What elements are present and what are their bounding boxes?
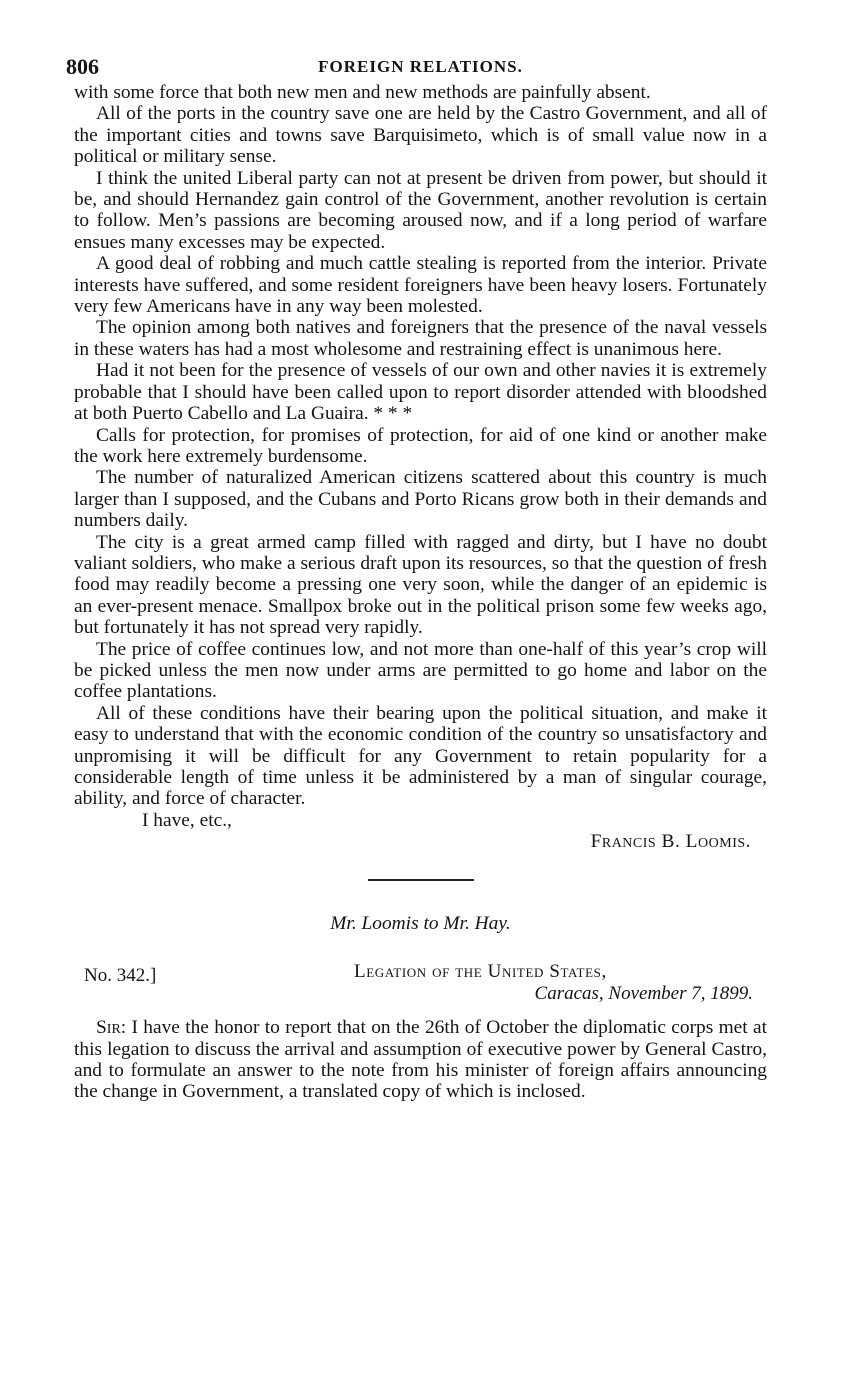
closing-line: I have, etc., bbox=[142, 809, 232, 831]
paragraph: The number of naturalized American citizens scattered about this country is much larger than I supposed, and the Cubans and Porto Ricans grow both in their demands and numbers daily. bbox=[74, 467, 767, 532]
paragraph: The opinion among both natives and foreigners that the presence of the naval vessels in these waters has had a most wholesome and restraining effect is unanimous here. bbox=[74, 317, 767, 360]
dispatch-number: No. 342.] bbox=[84, 965, 157, 987]
paragraph: I think the united Liberal party can not at present be driven from power, but should it be, and should Hernandez gain control of the Government, another revolution is certain to follow. Men’s passions are becoming aroused now, and if a long period of warfare ensues many excesses may be expected. bbox=[74, 167, 767, 253]
letter-heading: Mr. Loomis to Mr. Hay. bbox=[330, 913, 511, 935]
section-divider bbox=[368, 879, 474, 881]
letter-one bbox=[74, 82, 767, 853]
page-number: 806 bbox=[66, 54, 99, 79]
body-text: I have the honor to report that on the 26th of October the diplomatic corps met at this legation to discuss the arrival and assumption of executive power by General Castro, and to formulate an answer to the note from his minister of foreign affairs announcing the change in Government, a translated copy of which is inclosed. bbox=[74, 1017, 767, 1103]
paragraph: All of the ports in the country save one are held by the Castro Government, and all of the important cities and towns save Barquisimeto, which is of small value now in a political or military sense. bbox=[74, 103, 767, 168]
paragraph: All of these conditions have their bearing upon the political situation, and make it easy to understand that with the economic condition of the country so unsatisfactory and unpromising it will be difficult for any Government to retain popularity for a considerable length of time unless it be administered by a man of singular courage, ability, and force of character. bbox=[74, 702, 767, 810]
signature: Francis B. Loomis. bbox=[590, 831, 751, 853]
letter-two bbox=[74, 913, 767, 1103]
letter-body bbox=[74, 1017, 767, 1103]
running-head bbox=[66, 52, 767, 82]
paragraph: The city is a great armed camp filled with ragged and dirty, but I have no doubt valiant soldiers, who make a serious draft upon its resources, so that the question of fresh food may readily become a pressing one very soon, while the danger of an epidemic is an ever-present menace. Smallpox broke out in the political prison some few weeks ago, but fortunately it has not spread very rapidly. bbox=[74, 531, 767, 639]
dispatch-place: Legation of the United States, bbox=[354, 961, 607, 983]
paragraph: Calls for protection, for promises of protection, for aid of one kind or another make the work here extremely burdensome. bbox=[74, 424, 767, 467]
paragraph: Had it not been for the presence of vessels of our own and other navies it is extremely probable that I should have been called upon to report disorder attended with bloodshed at both Puerto Cabello and La Guaira. * * * bbox=[74, 360, 767, 425]
paragraph: with some force that both new men and new methods are painfully absent. bbox=[74, 82, 651, 103]
salutation: Sir: bbox=[96, 1017, 127, 1039]
paragraph: The price of coffee continues low, and not more than one-half of this year’s crop will be picked unless the men now under arms are permitted to go home and labor on the coffee plantations. bbox=[74, 638, 767, 703]
dispatch-header bbox=[74, 961, 767, 1011]
paragraph: A good deal of robbing and much cattle stealing is reported from the interior. Private interests have suffered, and some resident foreigners have been heavy losers. Fortunately very few Americans have in any way been molested. bbox=[74, 253, 767, 318]
dispatch-date: Caracas, November 7, 1899. bbox=[534, 983, 753, 1005]
running-title: FOREIGN RELATIONS. bbox=[318, 57, 523, 76]
document-page bbox=[66, 52, 767, 1103]
